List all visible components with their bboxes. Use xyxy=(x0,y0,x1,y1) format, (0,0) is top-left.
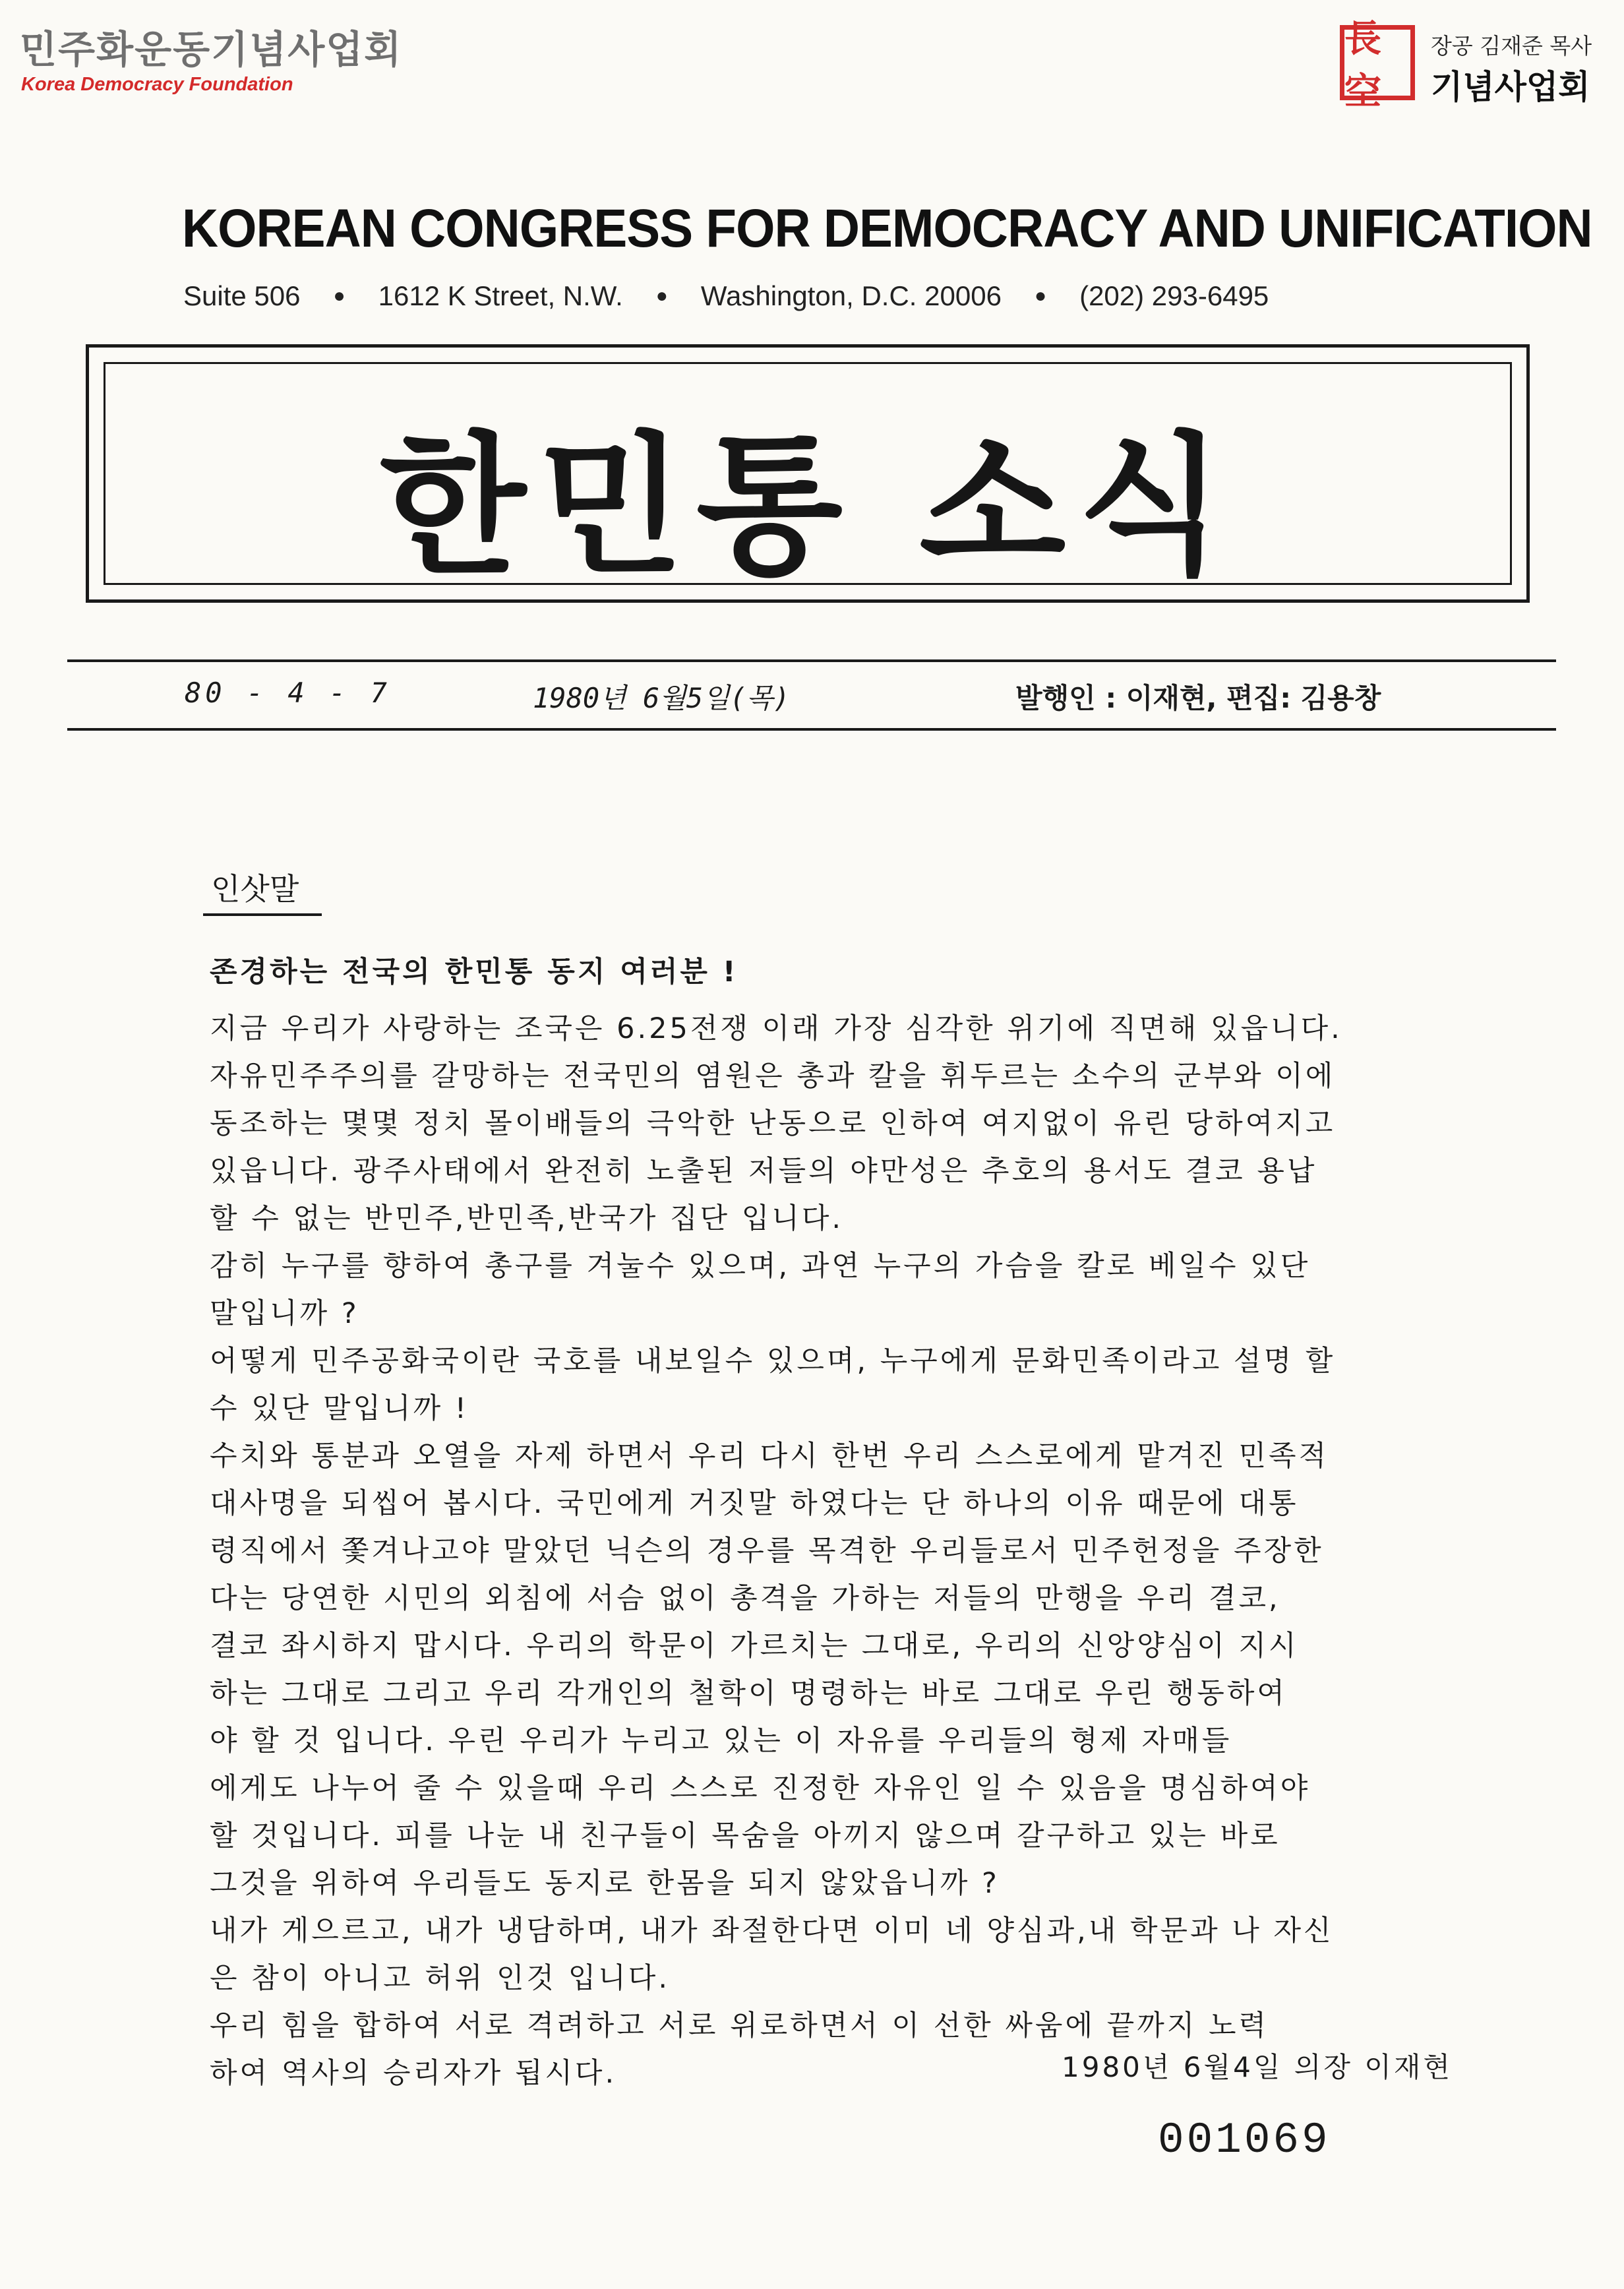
body-line: 감히 누구를 향하여 총구를 겨눌수 있으며, 과연 누구의 가슴을 칼로 베일수 있단 xyxy=(210,1250,1311,1283)
publisher-editor: 발행인 : 이재현, 편집: 김용창 xyxy=(1015,682,1381,714)
body-line: 은 참이 아니고 허위 인것 입니다. xyxy=(210,1962,671,1995)
body-line: 령직에서 쫓겨나고야 말았던 닉슨의 경우를 목격한 우리들로서 민주헌정을 주장한 xyxy=(210,1535,1324,1568)
body-line: 수치와 통분과 오열을 자제 하면서 우리 다시 한번 우리 스스로에게 맡겨진 민족적 xyxy=(210,1440,1329,1473)
letter-body xyxy=(210,948,1522,2097)
bullet-separator: ● xyxy=(333,285,346,307)
body-line: 동조하는 몇몇 정치 몰이배들의 극악한 난동으로 인하여 여지없이 유린 당하여지고 xyxy=(210,1107,1336,1140)
seal-glyph: 長空 xyxy=(1344,17,1381,113)
issue-date: 1980년 6월5일(목) xyxy=(533,682,790,714)
body-line: 대사명을 되씹어 봅시다. 국민에게 거짓말 하였다는 단 하나의 이유 때문에 대통 xyxy=(210,1487,1299,1520)
body-line: 내가 게으르고, 내가 냉담하며, 내가 좌절한다면 이미 네 양심과,내 학문과 나 자신 xyxy=(210,1914,1334,1947)
masthead-title: 한민통 소식 xyxy=(379,419,1236,595)
issue-number: 80 - 4 - 7 xyxy=(185,677,391,709)
document-number: 001069 xyxy=(1158,2116,1331,2165)
red-seal-logo xyxy=(1340,17,1415,113)
body-line: 할 것입니다. 피를 나눈 내 친구들이 목숨을 아끼지 않으며 갈구하고 있는 바로 xyxy=(210,1819,1280,1852)
body-line: 에게도 나누어 줄 수 있을때 우리 스스로 진정한 자유인 일 수 있음을 명심하여야 xyxy=(210,1772,1311,1805)
body-line: 우리 힘을 합하여 서로 격려하고 서로 위로하면서 이 선한 싸움에 끝까지 노력 xyxy=(210,2009,1269,2042)
memorial-society-line2: 기념사업회 xyxy=(1431,68,1590,106)
body-line: 하여 역사의 승리자가 됩시다. xyxy=(210,2057,617,2090)
section-title-underline xyxy=(203,913,322,916)
foundation-logo-korean: 민주화운동기념사업회 xyxy=(20,27,403,72)
body-line: 지금 우리가 사랑하는 조국은 6.25전쟁 이래 가장 심각한 위기에 직면해 있읍니다. xyxy=(210,1012,1342,1045)
signature-line: 1980년 6월4일 의장 이재현 xyxy=(1062,2051,1453,2083)
body-line: 존경하는 전국의 한민통 동지 여러분 ! xyxy=(210,956,738,989)
bullet-separator: ● xyxy=(1034,285,1047,307)
memorial-society-line1: 장공 김재준 목사 xyxy=(1431,33,1592,59)
section-title: 인삿말 xyxy=(211,871,299,907)
body-line: 그것을 위하여 우리들도 동지로 한몸을 되지 않았읍니까 ? xyxy=(210,1867,1000,1900)
masthead-inner-frame xyxy=(104,362,1512,595)
body-line: 다는 당연한 시민의 외침에 서슴 없이 총격을 가하는 저들의 만행을 우리 결코, xyxy=(210,1582,1280,1615)
body-line: 야 할 것 입니다. 우린 우리가 누리고 있는 이 자유를 우리들의 형제 자매들 xyxy=(210,1724,1232,1757)
address-city: Washington, D.C. 20006 xyxy=(700,280,1002,311)
foundation-logo-english: Korea Democracy Foundation xyxy=(21,74,293,95)
body-line: 말입니까 ? xyxy=(210,1297,359,1330)
bullet-separator: ● xyxy=(655,285,668,307)
address-line xyxy=(183,280,1383,312)
body-line: 어떻게 민주공화국이란 국호를 내보일수 있으며, 누구에게 문화민족이라고 설명 할 xyxy=(210,1345,1336,1378)
organization-name: KOREAN CONGRESS FOR DEMOCRACY AND UNIFICATION xyxy=(182,198,1592,259)
body-line: 자유민주주의를 갈망하는 전국민의 염원은 총과 칼을 휘두르는 소수의 군부와 이에 xyxy=(210,1060,1336,1093)
divider-bottom xyxy=(67,728,1556,731)
address-phone: (202) 293-6495 xyxy=(1079,280,1269,311)
address-suite: Suite 506 xyxy=(183,280,301,311)
divider-top xyxy=(67,659,1556,662)
body-line: 하는 그대로 그리고 우리 각개인의 철학이 명령하는 바로 그대로 우린 행동하여 xyxy=(210,1677,1287,1710)
body-line: 수 있단 말입니까 ! xyxy=(210,1392,469,1425)
address-street: 1612 K Street, N.W. xyxy=(378,280,623,311)
body-line: 있읍니다. 광주사태에서 완전히 노출된 저들의 야만성은 추호의 용서도 결코 용납 xyxy=(210,1155,1317,1188)
body-line: 할 수 없는 반민주,반민족,반국가 집단 입니다. xyxy=(210,1202,844,1235)
masthead-box xyxy=(86,344,1530,603)
body-line: 결코 좌시하지 맙시다. 우리의 학문이 가르치는 그대로, 우리의 신앙양심이 지시 xyxy=(210,1630,1299,1663)
